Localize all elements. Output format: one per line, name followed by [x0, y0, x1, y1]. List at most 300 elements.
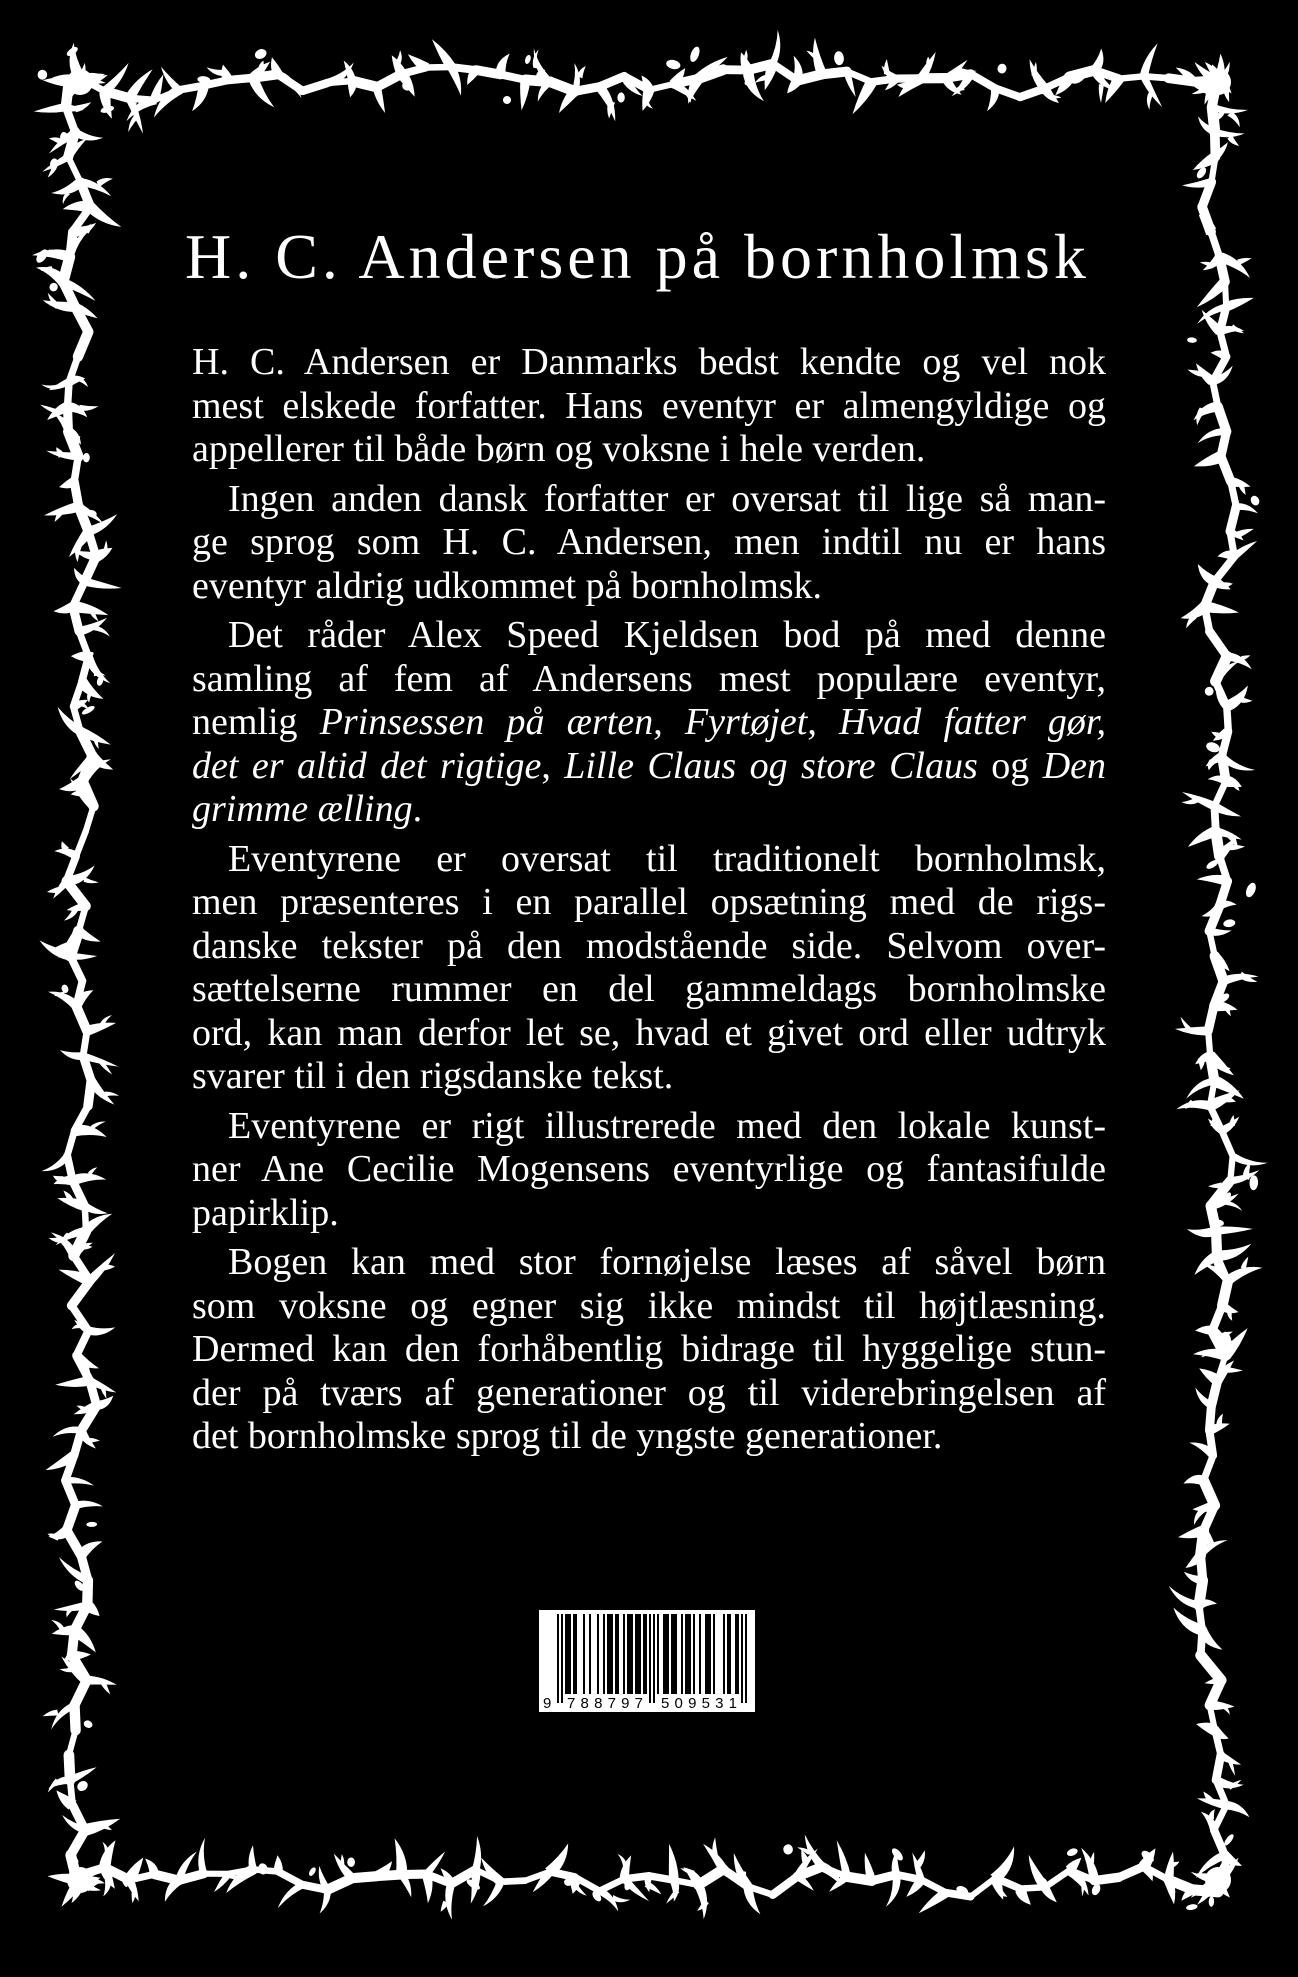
- border-twig: [699, 70, 724, 79]
- border-twig: [1218, 407, 1227, 432]
- border-twig: [76, 1006, 87, 1031]
- border-twig: [66, 82, 69, 107]
- border-twig: [1239, 972, 1257, 982]
- border-twig: [1219, 257, 1225, 282]
- border-twig: [93, 548, 112, 562]
- border-twig: [1204, 686, 1214, 696]
- border-twig: [105, 91, 130, 98]
- border-twig: [154, 86, 183, 117]
- text-line: [192, 1285, 1106, 1329]
- border-twig: [624, 76, 649, 90]
- barcode-bar: [597, 1614, 599, 1694]
- border-twig: [1204, 1456, 1214, 1481]
- text-line: [192, 788, 1106, 832]
- border-twig: [797, 1847, 810, 1855]
- border-twig: [481, 1858, 504, 1885]
- border-twig: [847, 1877, 872, 1881]
- border-twig: [1230, 507, 1236, 532]
- border-twig: [538, 80, 553, 102]
- border-twig: [421, 1874, 432, 1903]
- border-twig: [86, 806, 94, 831]
- border-twig: [80, 182, 90, 207]
- border-twig: [48, 293, 61, 309]
- border-twig: [1205, 741, 1221, 754]
- border-twig: [872, 1875, 897, 1881]
- border-twig: [1202, 902, 1222, 916]
- border-twig: [68, 78, 96, 87]
- border-twig: [1219, 1752, 1241, 1765]
- border-twig: [1191, 79, 1215, 98]
- border-twig: [906, 1877, 925, 1897]
- border-twig: [1212, 107, 1215, 132]
- border-twig: [1198, 564, 1219, 585]
- border-twig: [1220, 856, 1228, 881]
- border-twig: [712, 1837, 718, 1855]
- border-twig: [72, 601, 109, 615]
- border-twig: [100, 105, 115, 115]
- border-twig: [79, 1872, 101, 1884]
- paragraph: [192, 341, 1106, 472]
- border-twig: [91, 1122, 106, 1130]
- border-twig: [1045, 77, 1070, 89]
- border-twig: [1224, 1801, 1249, 1817]
- border-twig: [1224, 1005, 1231, 1016]
- barcode-bar: [565, 1614, 571, 1694]
- border-twig: [74, 1231, 86, 1256]
- border-twig: [74, 1320, 91, 1334]
- border-twig: [1195, 1388, 1214, 1409]
- border-twig: [773, 1877, 798, 1895]
- border-twig: [1186, 1078, 1216, 1099]
- border-twig: [1195, 1252, 1221, 1275]
- border-twig: [48, 1534, 61, 1541]
- border-twig: [1213, 1859, 1226, 1881]
- border-twig: [1215, 557, 1235, 582]
- border-twig: [145, 1859, 158, 1877]
- border-twig: [990, 1876, 1003, 1900]
- border-twig: [1055, 73, 1074, 95]
- border-twig: [74, 457, 78, 482]
- border-twig: [70, 956, 82, 981]
- border-twig: [1147, 93, 1154, 110]
- border-twig: [47, 402, 70, 420]
- border-twig: [1187, 337, 1197, 343]
- border-twig: [63, 1191, 74, 1204]
- border-twig: [884, 59, 890, 74]
- border-twig: [1033, 86, 1048, 95]
- border-twig: [1215, 991, 1231, 1005]
- border-twig: [257, 1862, 269, 1875]
- border-twig: [1199, 1605, 1202, 1630]
- border-twig: [773, 64, 798, 81]
- border-twig: [1194, 451, 1223, 466]
- border-twig: [744, 1885, 761, 1915]
- border-twig: [1209, 927, 1232, 936]
- border-twig: [806, 51, 816, 59]
- border-twig: [70, 778, 97, 809]
- text-run: som voksne og egner sig ikke mindst til højtlæsning.: [192, 1284, 1106, 1327]
- border-twig: [787, 77, 801, 93]
- border-twig: [1216, 1226, 1253, 1234]
- border-twig: [93, 626, 110, 637]
- border-twig: [1237, 258, 1252, 265]
- border-twig: [1144, 76, 1169, 78]
- border-twig: [1219, 76, 1230, 90]
- barcode-bar: [623, 1614, 625, 1694]
- text-run: eventyr aldrig udkommet på bornholmsk.: [192, 564, 823, 607]
- border-twig: [73, 436, 81, 451]
- border-twig: [1219, 1178, 1233, 1194]
- border-twig: [1215, 128, 1245, 137]
- border-twig: [73, 1579, 86, 1592]
- border-twig: [308, 1866, 318, 1877]
- border-twig: [83, 1056, 91, 1081]
- border-twig: [65, 1456, 74, 1481]
- border-twig: [87, 693, 92, 702]
- border-twig: [126, 69, 153, 101]
- border-twig: [127, 102, 137, 107]
- border-twig: [253, 74, 278, 77]
- border-twig: [1223, 85, 1230, 102]
- border-twig: [665, 58, 681, 70]
- border-twig: [1119, 76, 1144, 78]
- text-run: Det råder Alex Speed Kjeldsen bod på med denne: [228, 614, 1106, 656]
- border-twig: [65, 428, 81, 444]
- border-twig: [82, 656, 89, 681]
- border-twig: [61, 1657, 90, 1685]
- barcode-bar: [745, 1614, 747, 1703]
- border-twig: [67, 69, 93, 95]
- border-twig: [1209, 1700, 1234, 1710]
- barcode-bar: [699, 1614, 701, 1694]
- border-twig: [327, 81, 352, 83]
- border-twig: [72, 1281, 90, 1306]
- border-twig: [63, 1650, 75, 1662]
- border-twig: [74, 1256, 90, 1281]
- paragraph: [192, 478, 1106, 609]
- border-twig: [49, 157, 59, 169]
- border-twig: [79, 759, 111, 785]
- border-twig: [40, 940, 73, 960]
- border-twig: [1222, 1281, 1228, 1306]
- border-twig: [197, 75, 211, 83]
- border-twig: [79, 906, 86, 931]
- border-twig: [70, 1780, 73, 1805]
- border-twig: [59, 1270, 92, 1286]
- border-twig: [126, 1878, 139, 1901]
- border-twig: [501, 75, 526, 80]
- border-twig: [49, 1525, 69, 1539]
- border-twig: [642, 76, 654, 93]
- border-twig: [71, 1243, 93, 1260]
- border-twig: [81, 1243, 93, 1250]
- barcode-bar: [607, 1614, 613, 1694]
- border-twig: [69, 528, 93, 557]
- border-twig: [79, 178, 112, 196]
- border-twig: [1194, 1873, 1219, 1884]
- border-twig: [645, 1876, 653, 1893]
- border-twig: [1213, 54, 1225, 83]
- border-twig: [1221, 1064, 1231, 1071]
- border-twig: [1210, 1081, 1215, 1106]
- border-twig: [339, 1854, 344, 1867]
- text-run: ner Ane Cecilie Mogensens eventyrlige og fantasifulde: [192, 1148, 1106, 1190]
- border-twig: [54, 602, 75, 614]
- border-twig: [822, 1867, 847, 1877]
- border-twig: [1227, 1311, 1232, 1321]
- border-twig: [127, 97, 157, 122]
- border-twig: [1041, 85, 1059, 103]
- border-twig: [1194, 1508, 1206, 1525]
- barcode-bar: [663, 1614, 669, 1694]
- border-twig: [71, 791, 80, 797]
- border-twig: [1209, 1809, 1215, 1819]
- border-twig: [1196, 1723, 1217, 1736]
- border-twig: [52, 74, 81, 87]
- border-twig: [88, 1377, 116, 1393]
- barcode-left-digits: 788797: [567, 1695, 643, 1712]
- border-twig: [865, 1853, 876, 1882]
- border-twig: [720, 1866, 740, 1884]
- barcode-bar: [643, 1614, 647, 1694]
- border-twig: [1139, 1848, 1156, 1869]
- barcode-bar: [671, 1614, 677, 1694]
- border-twig: [1169, 1862, 1179, 1869]
- border-twig: [1241, 697, 1252, 703]
- border-twig: [1236, 529, 1253, 538]
- border-twig: [70, 931, 78, 956]
- text-run: samling af fem af Andersens mest populære eventyr,: [192, 657, 1106, 700]
- border-twig: [1210, 631, 1228, 656]
- border-twig: [1213, 1001, 1237, 1012]
- border-twig: [1216, 253, 1250, 278]
- border-twig: [618, 1854, 628, 1868]
- border-twig: [1196, 1852, 1228, 1878]
- border-twig: [1249, 494, 1261, 507]
- border-twig: [100, 1679, 111, 1695]
- border-twig: [60, 1050, 84, 1060]
- border-twig: [278, 1882, 305, 1908]
- border-twig: [1214, 806, 1215, 831]
- border-twig: [1203, 253, 1223, 270]
- border-twig: [674, 79, 699, 84]
- border-twig: [432, 39, 455, 70]
- border-twig: [71, 1830, 85, 1855]
- border-twig: [99, 1840, 115, 1869]
- border-twig: [1196, 363, 1217, 385]
- border-twig: [748, 64, 773, 70]
- border-twig: [99, 1060, 112, 1075]
- border-twig: [847, 72, 872, 82]
- border-twig: [65, 1477, 94, 1486]
- border-twig: [1070, 70, 1095, 77]
- border-twig: [66, 107, 75, 132]
- border-twig: [1212, 1726, 1229, 1739]
- border-twig: [1214, 981, 1224, 1006]
- border-twig: [1210, 1106, 1222, 1131]
- border-twig: [1230, 532, 1234, 557]
- text-line: [192, 745, 1106, 789]
- border-twig: [501, 1881, 526, 1882]
- border-twig: [74, 1431, 81, 1456]
- border-twig: [1220, 881, 1228, 906]
- border-twig: [51, 177, 82, 194]
- border-twig: [1169, 78, 1194, 81]
- border-twig: [525, 1872, 550, 1881]
- border-twig: [1070, 72, 1087, 85]
- border-twig: [1211, 351, 1228, 361]
- border-twig: [1213, 1251, 1220, 1269]
- border-twig: [1223, 686, 1248, 711]
- border-twig: [671, 81, 696, 101]
- border-twig: [1209, 1431, 1213, 1456]
- border-twig: [68, 157, 80, 182]
- border-twig: [645, 99, 654, 109]
- border-twig: [1211, 1181, 1231, 1206]
- border-twig: [1181, 1887, 1196, 1901]
- border-twig: [1081, 1880, 1085, 1897]
- border-twig: [1232, 1152, 1268, 1165]
- border-twig: [1198, 1058, 1205, 1070]
- border-twig: [1139, 1849, 1155, 1865]
- border-twig: [99, 90, 112, 119]
- text-line: [192, 1105, 1106, 1149]
- border-twig: [179, 86, 204, 90]
- barcode-right-digits: 509531: [661, 1695, 737, 1712]
- border-twig: [1182, 178, 1212, 188]
- border-twig: [49, 1776, 72, 1789]
- border-twig: [75, 1779, 89, 1793]
- border-twig: [395, 1838, 408, 1876]
- border-twig: [1209, 1406, 1211, 1431]
- border-twig: [1225, 1367, 1243, 1373]
- border-twig: [946, 74, 971, 78]
- border-twig: [78, 332, 88, 357]
- border-twig: [1222, 731, 1228, 756]
- border-twig: [1231, 324, 1244, 333]
- border-twig: [688, 77, 704, 104]
- border-twig: [597, 1888, 619, 1911]
- border-twig: [563, 1878, 573, 1886]
- border-twig: [352, 1876, 377, 1878]
- border-twig: [622, 1876, 649, 1901]
- border-twig: [86, 1676, 117, 1685]
- border-twig: [72, 1878, 85, 1903]
- border-twig: [73, 606, 79, 631]
- border-twig: [87, 1580, 88, 1605]
- border-twig: [1169, 1586, 1201, 1609]
- border-twig: [613, 1895, 631, 1902]
- border-twig: [502, 95, 513, 106]
- border-twig: [78, 1428, 96, 1449]
- border-twig: [94, 1396, 113, 1410]
- border-twig: [77, 1356, 90, 1381]
- border-twig: [73, 1173, 107, 1186]
- border-twig: [1235, 503, 1258, 513]
- text-run: danske tekster på den modstående side. Selvom over-: [192, 924, 1106, 967]
- text-line: [192, 1415, 1106, 1459]
- text-line: [192, 658, 1106, 702]
- text-line: [192, 341, 1106, 385]
- border-twig: [890, 1846, 905, 1862]
- border-twig: [41, 1153, 69, 1172]
- border-twig: [1199, 215, 1216, 236]
- border-twig: [1222, 655, 1228, 668]
- border-twig: [955, 85, 965, 91]
- border-twig: [68, 849, 80, 860]
- border-twig: [1228, 529, 1244, 541]
- barcode-first-digit: 9: [543, 1695, 552, 1712]
- border-twig: [271, 57, 283, 76]
- border-twig: [70, 754, 95, 779]
- border-twig: [623, 1879, 632, 1891]
- border-twig: [649, 84, 674, 90]
- border-twig: [154, 1874, 179, 1880]
- border-twig: [1205, 581, 1215, 606]
- border-twig: [226, 1865, 257, 1893]
- border-twig: [1200, 262, 1214, 269]
- border-twig: [373, 86, 385, 113]
- border-twig: [53, 1176, 73, 1186]
- barcode-bar: [723, 1614, 725, 1694]
- border-twig: [102, 1823, 112, 1830]
- border-twig: [574, 1884, 587, 1896]
- border-twig: [48, 1236, 67, 1243]
- border-twig: [550, 1872, 575, 1878]
- border-twig: [1035, 1876, 1048, 1886]
- barcode-bar: [693, 1614, 695, 1694]
- border-twig: [1212, 103, 1248, 113]
- border-twig: [96, 675, 105, 686]
- border-twig: [467, 68, 480, 85]
- border-twig: [1221, 1301, 1239, 1313]
- border-twig: [1031, 62, 1037, 76]
- border-twig: [83, 1214, 112, 1235]
- border-twig: [1208, 775, 1227, 785]
- barcode-bar: [705, 1614, 711, 1694]
- border-twig: [63, 282, 75, 307]
- border-twig: [395, 50, 402, 65]
- border-twig: [1226, 833, 1238, 849]
- border-twig: [48, 992, 78, 1011]
- border-twig: [669, 1844, 679, 1881]
- border-twig: [1199, 1580, 1203, 1605]
- border-twig: [120, 1872, 129, 1888]
- border-twig: [1216, 1755, 1221, 1780]
- border-twig: [1213, 802, 1241, 816]
- border-twig: [1015, 1885, 1031, 1904]
- border-twig: [207, 67, 226, 76]
- border-twig: [83, 651, 95, 660]
- border-twig: [72, 207, 90, 232]
- paragraph: [192, 1105, 1106, 1236]
- border-twig: [60, 984, 69, 994]
- border-twig: [1215, 1730, 1221, 1755]
- text-run: svarer til i den rigsdanske tekst.: [192, 1055, 674, 1097]
- border-twig: [55, 1376, 90, 1387]
- border-twig: [1212, 157, 1216, 182]
- border-twig: [79, 74, 106, 87]
- border-twig: [1214, 1877, 1230, 1897]
- border-twig: [1182, 796, 1199, 804]
- barcode-bar: [561, 1614, 563, 1703]
- fairy-tale-title: Lille Claus og store Claus: [564, 744, 978, 787]
- border-twig: [575, 1877, 600, 1891]
- border-twig: [100, 1092, 119, 1098]
- text-run: .: [412, 788, 423, 830]
- border-twig: [65, 1878, 84, 1904]
- border-twig: [49, 378, 71, 390]
